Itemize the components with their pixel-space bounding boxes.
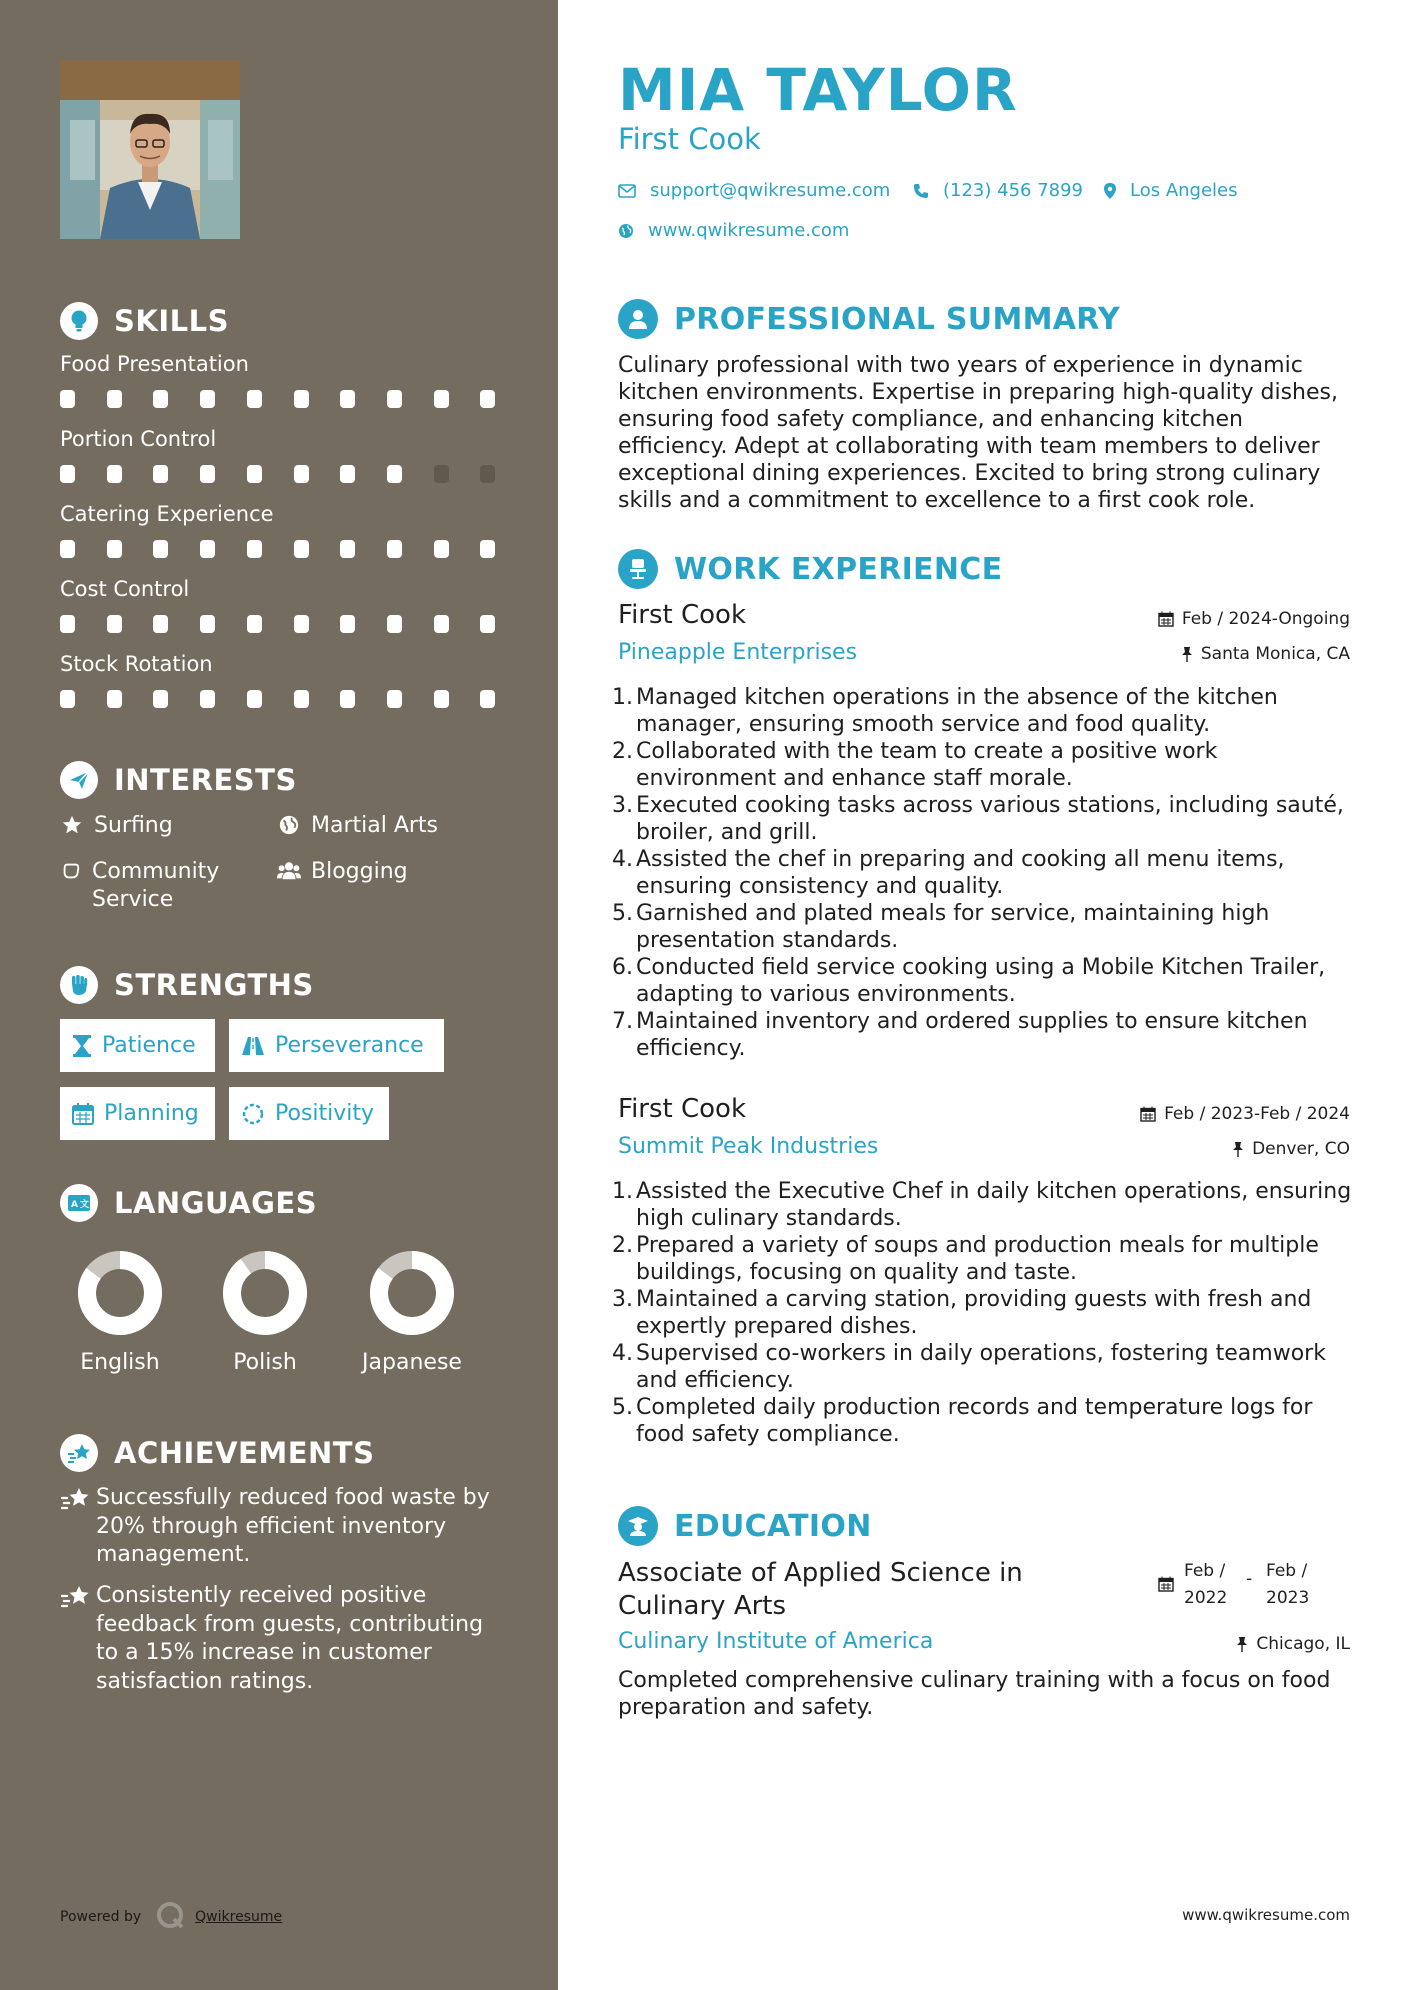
experience-heading: WORK EXPERIENCE <box>618 548 1002 590</box>
education-location: Chicago, IL <box>1236 1634 1350 1654</box>
skill-dot-filled <box>434 690 449 708</box>
skill-dot-filled <box>60 615 75 633</box>
job-location: Santa Monica, CA <box>1181 644 1350 664</box>
skill-dot-filled <box>294 540 309 558</box>
skill-label: Stock Rotation <box>60 652 213 676</box>
languages-heading: A 文 LANGUAGES <box>60 1182 317 1224</box>
language-item: Japanese <box>342 1248 482 1375</box>
skill-dot-filled <box>153 390 168 408</box>
skill-dot-filled <box>480 540 495 558</box>
skill-dot-filled <box>480 615 495 633</box>
skill-dot-filled <box>200 465 215 483</box>
pushpin-icon <box>1236 1636 1248 1652</box>
job-location: Denver, CO <box>1232 1139 1350 1159</box>
hand-icon <box>60 858 82 882</box>
skill-rating <box>60 690 500 710</box>
job-dates: Feb / 2024-Ongoing <box>1158 609 1350 629</box>
svg-text:A: A <box>71 1200 78 1210</box>
skill-dot-filled <box>247 615 262 633</box>
strengths-heading: STRENGTHS <box>60 964 314 1006</box>
users-icon <box>277 858 301 882</box>
language-item: English <box>50 1248 190 1375</box>
shooting-star-icon <box>60 1484 96 1570</box>
list-item: Assisted the chef in preparing and cooking all menu items, ensuring consistency and quality. <box>636 847 1285 899</box>
achievement-item: Consistently received positive feedback from guests, contributing to a 15% increase in customer satisfaction ratings. <box>60 1582 500 1696</box>
phone-icon <box>913 183 929 199</box>
company-name: Pineapple Enterprises <box>618 640 858 665</box>
list-item: Garnished and plated meals for service, maintaining high presentation standards. <box>636 901 1270 953</box>
skill-dot-empty <box>434 465 449 483</box>
star-icon <box>60 812 84 836</box>
skill-dot-filled <box>434 540 449 558</box>
powered-by: Powered by Qwikresume <box>60 1900 282 1934</box>
list-item: Conducted field service cooking using a Mobile Kitchen Trailer, adapting to various environments. <box>636 955 1326 1007</box>
skill-dot-filled <box>294 615 309 633</box>
qwikresume-logo-icon <box>155 1900 185 1934</box>
summary-heading: PROFESSIONAL SUMMARY <box>618 298 1120 340</box>
education-description: Completed comprehensive culinary training with a focus on food preparation and safety. <box>618 1668 1331 1720</box>
skill-dot-filled <box>340 540 355 558</box>
skill-dot-filled <box>200 540 215 558</box>
calendar-icon <box>72 1103 94 1125</box>
footer-url[interactable]: www.qwikresume.com <box>1182 1906 1350 1924</box>
education-dates: Feb / 2022 - Feb / 2023 <box>1158 1558 1328 1612</box>
skill-label: Food Presentation <box>60 352 249 376</box>
skill-dot-filled <box>60 390 75 408</box>
lightbulb-icon <box>60 302 98 340</box>
skill-dot-filled <box>107 615 122 633</box>
skill-dot-filled <box>153 690 168 708</box>
list-item: Prepared a variety of soups and production meals for multiple buildings, focusing on quality and taste. <box>636 1233 1319 1285</box>
globe-icon <box>277 812 301 836</box>
globe-icon <box>618 223 634 239</box>
language-ring <box>367 1248 457 1338</box>
skill-dot-filled <box>340 690 355 708</box>
list-item: Collaborated with the team to create a positive work environment and enhance staff morale. <box>636 739 1218 791</box>
contact-email[interactable]: support@qwikresume.com <box>618 180 890 201</box>
language-icon <box>60 1184 98 1222</box>
skill-dot-filled <box>340 465 355 483</box>
interest-item: Community Service <box>60 858 260 914</box>
skill-dot-filled <box>480 390 495 408</box>
skill-dot-filled <box>387 465 402 483</box>
contact-location: Los Angeles <box>1104 180 1238 201</box>
skill-label: Portion Control <box>60 427 217 451</box>
chair-icon <box>618 549 658 589</box>
paper-plane-icon <box>60 761 98 799</box>
language-ring <box>220 1248 310 1338</box>
shooting-star-icon <box>60 1582 96 1696</box>
interests-heading: INTERESTS <box>60 759 297 801</box>
skill-label: Cost Control <box>60 577 190 601</box>
skill-dot-filled <box>247 390 262 408</box>
spinner-icon <box>241 1102 265 1126</box>
job-dates: Feb / 2023-Feb / 2024 <box>1140 1104 1350 1124</box>
svg-text:文: 文 <box>80 1200 90 1210</box>
calendar-icon <box>1158 611 1174 627</box>
road-icon <box>241 1036 265 1056</box>
pushpin-icon <box>1232 1141 1244 1157</box>
skill-dot-filled <box>434 615 449 633</box>
skill-dot-filled <box>200 690 215 708</box>
skill-dot-filled <box>387 390 402 408</box>
list-item: Completed daily production records and temperature logs for food safety compliance. <box>636 1395 1313 1447</box>
skill-dot-filled <box>294 690 309 708</box>
achievements-heading: ACHIEVEMENTS <box>60 1432 374 1474</box>
strength-tag: Positivity <box>229 1087 389 1140</box>
strength-tag: Patience <box>60 1019 215 1072</box>
language-item: Polish <box>195 1248 335 1375</box>
user-icon <box>618 299 658 339</box>
calendar-icon <box>1158 1558 1174 1601</box>
skill-dot-filled <box>247 540 262 558</box>
interest-item: Blogging <box>277 858 408 886</box>
skill-dot-filled <box>107 390 122 408</box>
skill-dot-filled <box>107 690 122 708</box>
skill-dot-filled <box>387 690 402 708</box>
envelope-icon <box>618 184 636 198</box>
interest-item: Surfing <box>60 812 173 840</box>
skill-dot-filled <box>480 690 495 708</box>
degree-title: Associate of Applied Science in Culinary Arts <box>618 1558 1023 1621</box>
list-item: Maintained a carving station, providing guests with fresh and expertly prepared dishes. <box>636 1287 1312 1339</box>
skill-dot-empty <box>480 465 495 483</box>
main-content <box>558 0 1407 1990</box>
skill-dot-filled <box>153 540 168 558</box>
sidebar <box>0 0 558 1990</box>
company-name: Summit Peak Industries <box>618 1134 879 1159</box>
list-item: Executed cooking tasks across various stations, including sauté, broiler, and grill. <box>636 793 1344 845</box>
calendar-icon <box>1140 1106 1156 1122</box>
skill-dot-filled <box>247 465 262 483</box>
skill-dot-filled <box>153 465 168 483</box>
job-duties <box>618 684 1363 1062</box>
list-item: Managed kitchen operations in the absence of the kitchen manager, ensuring smooth service and food quality. <box>636 685 1278 737</box>
profile-photo <box>60 60 240 239</box>
qwikresume-link[interactable]: Qwikresume <box>195 1909 283 1925</box>
shooting-star-icon <box>60 1434 98 1472</box>
skill-dot-filled <box>294 390 309 408</box>
skill-dot-filled <box>434 390 449 408</box>
candidate-role: First Cook <box>618 122 761 156</box>
skill-dot-filled <box>340 615 355 633</box>
date-separator: - <box>1246 1569 1253 1589</box>
skill-rating <box>60 465 500 485</box>
skill-rating <box>60 390 500 410</box>
skills-heading: SKILLS <box>60 300 229 342</box>
list-item: Assisted the Executive Chef in daily kitchen operations, ensuring high culinary standards. <box>636 1179 1352 1231</box>
list-item: Supervised co-workers in daily operations, fostering teamwork and efficiency. <box>636 1341 1326 1393</box>
skill-dot-filled <box>200 390 215 408</box>
contact-website[interactable]: www.qwikresume.com <box>618 220 849 241</box>
school-name: Culinary Institute of America <box>618 1629 934 1654</box>
summary-text: Culinary professional with two years of experience in dynamic kitchen environments. Expertise in preparing high-quality dishes, ensuring food safety compliance, and enhancing kitchen efficiency. Adept at collaborating with team members to deliver exceptional dining experiences. Excited to bring strong culinary skills and a commitment to excellence to a first cook role. <box>618 353 1338 513</box>
skill-dot-filled <box>107 540 122 558</box>
contact-phone[interactable]: (123) 456 7899 <box>913 180 1083 201</box>
strength-tag: Planning <box>60 1087 215 1140</box>
skill-dot-filled <box>387 615 402 633</box>
skill-dot-filled <box>294 465 309 483</box>
skill-label: Catering Experience <box>60 502 274 526</box>
hourglass-icon <box>72 1034 92 1058</box>
job-duties <box>618 1178 1363 1448</box>
interest-item: Martial Arts <box>277 812 438 840</box>
education-heading: EDUCATION <box>618 1505 872 1547</box>
skill-dot-filled <box>247 690 262 708</box>
language-ring <box>75 1248 165 1338</box>
job-title: First Cook <box>618 1094 747 1124</box>
skill-rating <box>60 540 500 560</box>
achievement-item: Successfully reduced food waste by 20% through efficient inventory management. <box>60 1484 500 1570</box>
skill-dot-filled <box>60 690 75 708</box>
job-title: First Cook <box>618 600 747 630</box>
list-item: Maintained inventory and ordered supplies to ensure kitchen efficiency. <box>636 1009 1308 1061</box>
pushpin-icon <box>1181 646 1193 662</box>
fist-icon <box>60 966 98 1004</box>
skill-dot-filled <box>107 465 122 483</box>
skill-dot-filled <box>60 465 75 483</box>
skill-dot-filled <box>60 540 75 558</box>
strength-tag: Perseverance <box>229 1019 444 1072</box>
skill-dot-filled <box>153 615 168 633</box>
candidate-name: MIA TAYLOR <box>618 56 1018 124</box>
skill-rating <box>60 615 500 635</box>
skill-dot-filled <box>340 390 355 408</box>
map-pin-icon <box>1104 183 1116 199</box>
graduate-icon <box>618 1506 658 1546</box>
skill-dot-filled <box>387 540 402 558</box>
skill-dot-filled <box>200 615 215 633</box>
